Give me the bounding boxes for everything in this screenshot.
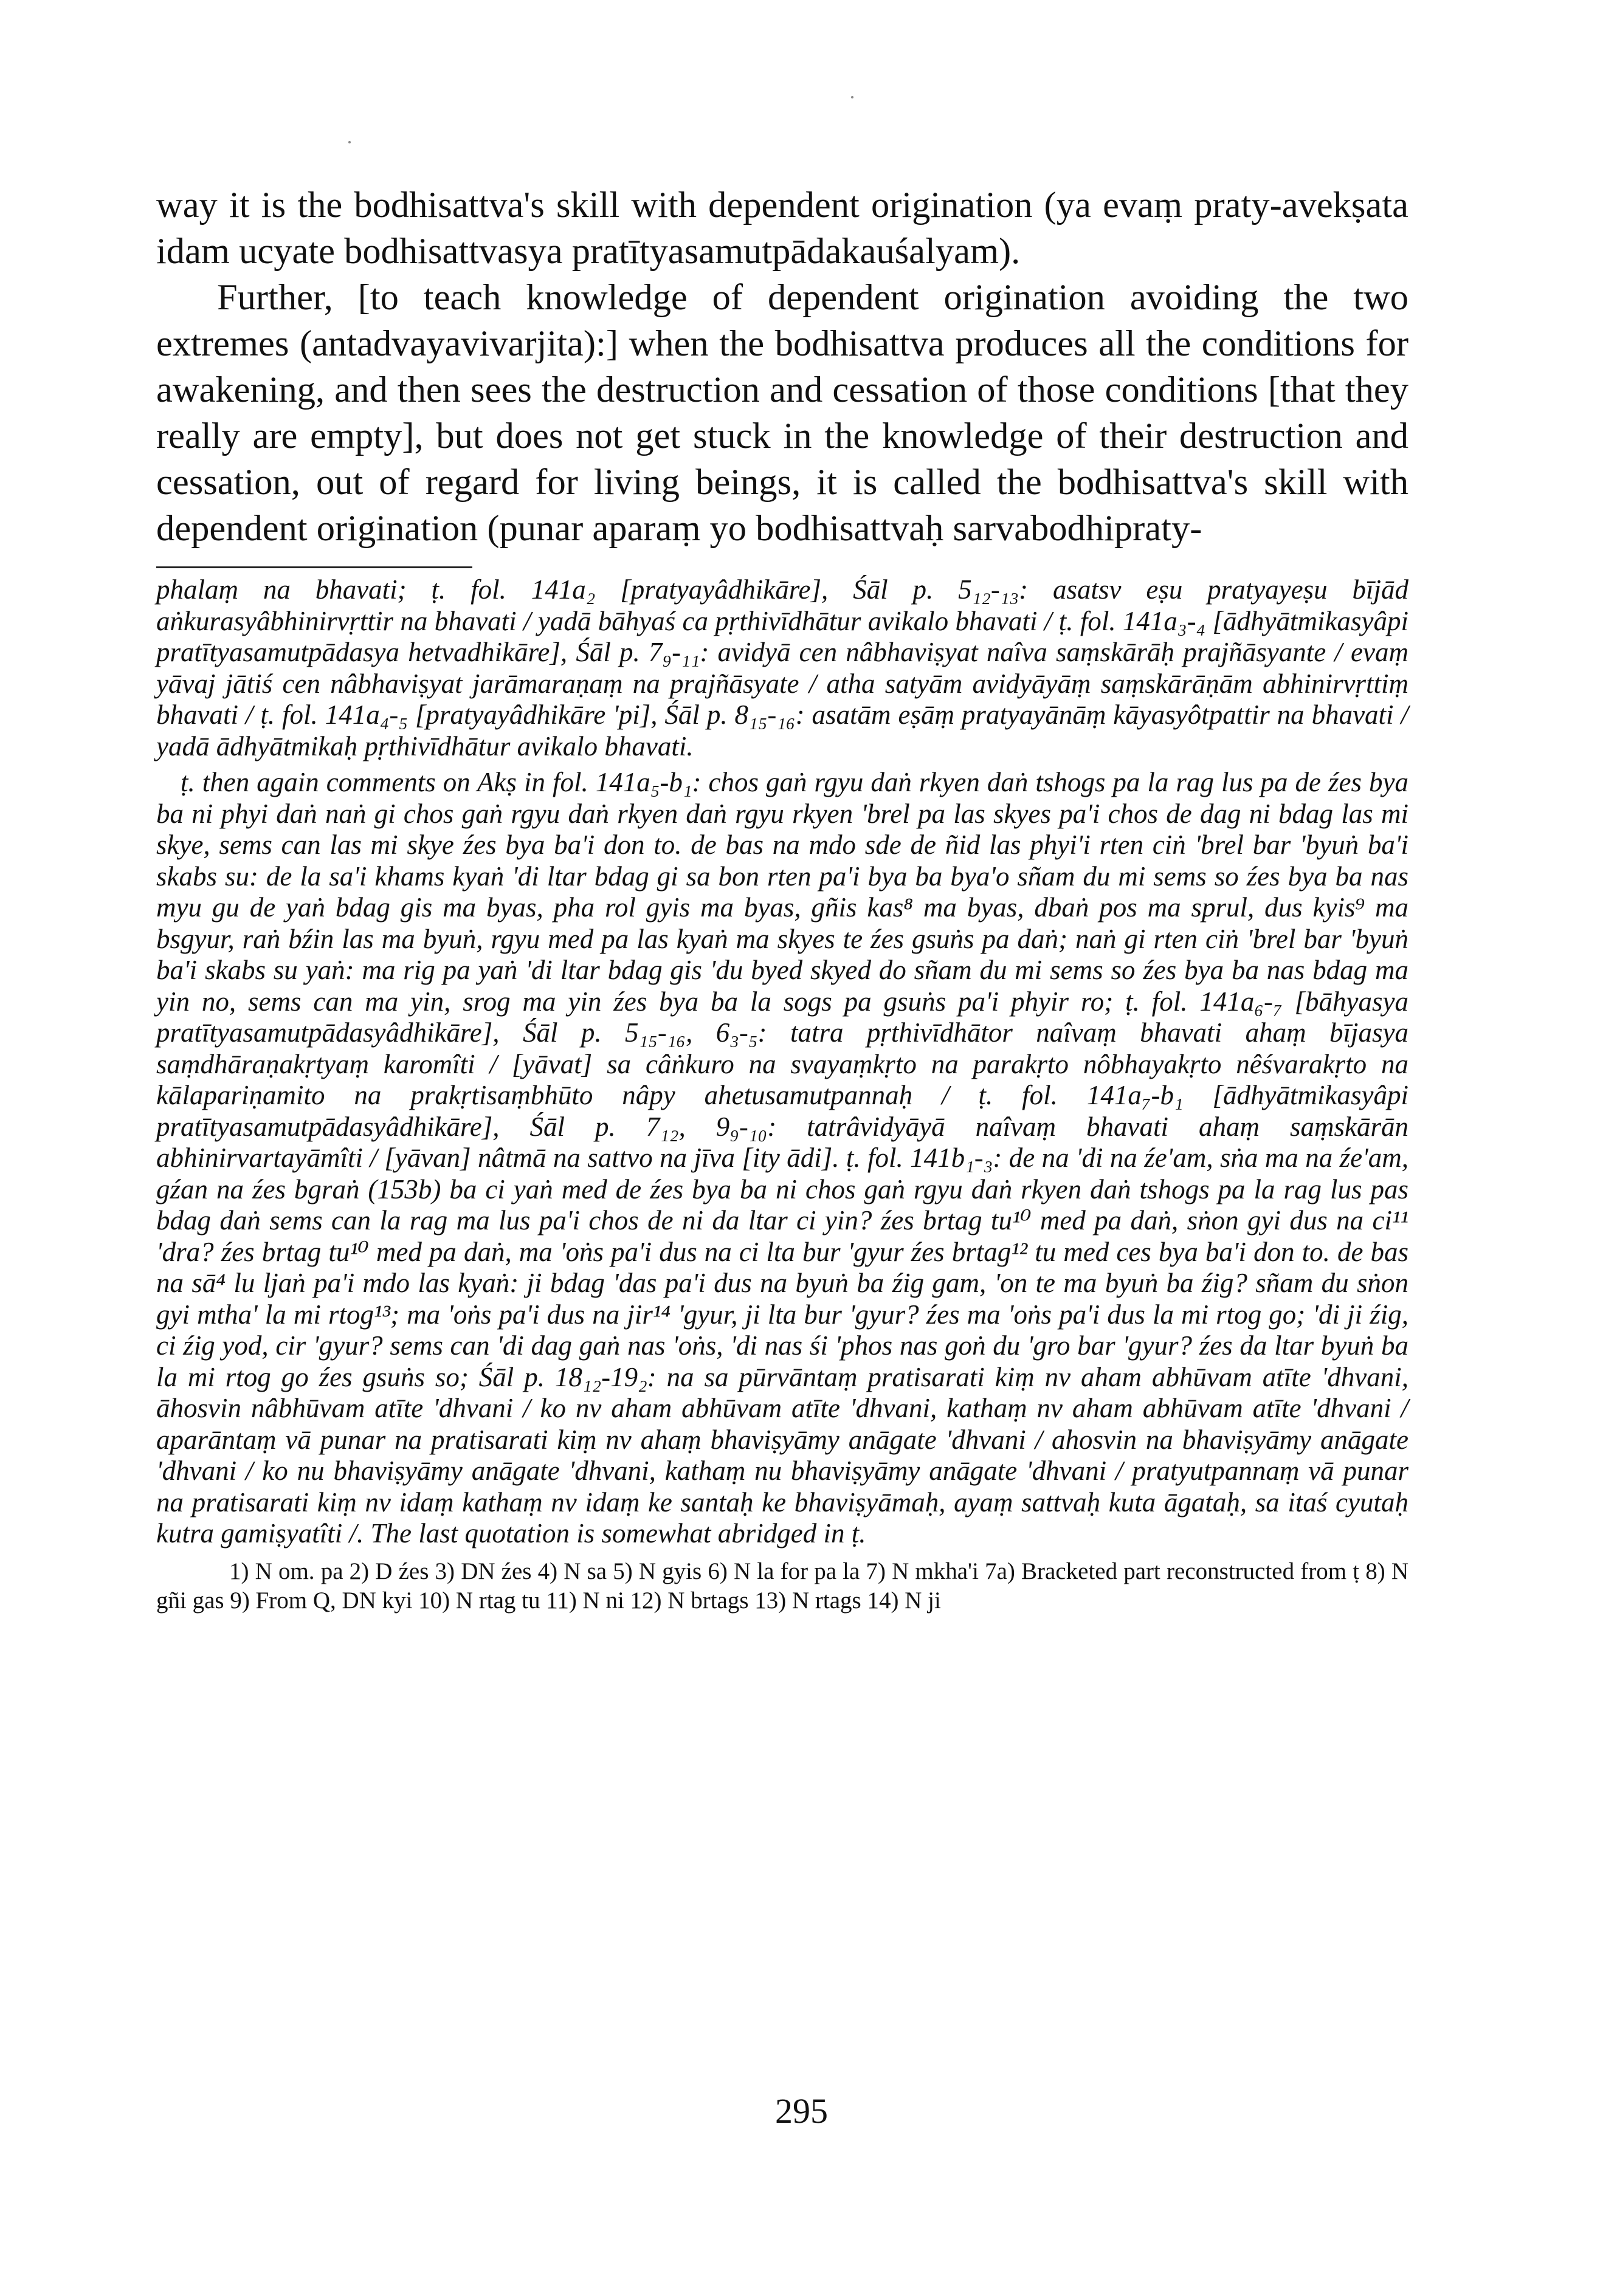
footnote-separator [156, 566, 472, 568]
scan-speck [348, 141, 351, 143]
note-paragraph-1: phalaṃ na bhavati; ṭ. fol. 141a₂ [pratyayâdhikāre], Śāl p. 5₁₂-₁₃: asatsv eṣu pratyayeṣu bījād aṅkurasyâbhinirvṛttir na bhavati / yadā bāhyaś ca pṛthivīdhātur avikalo bhavati / ṭ. fol. 141a₃-₄ [ādhyātmikasyâpi pratītyasamutpādasya hetvadhikāre], Śāl p. 7₉-₁₁: avidyā cen nâbhaviṣyat naîva saṃskārāḥ prajñāsyante / evaṃ yāvaj jātiś cen nâbhaviṣyat jarāmaraṇaṃ na prajñāsyate / atha satyām avidyāyāṃ saṃskārāṇām abhinirvṛttiṃ bhavati / ṭ. fol. 141a₄-₅ [pratyayâdhikāre 'pi], Śāl p. 8₁₅-₁₆: asatām eṣāṃ pratyayānāṃ kāyasyôtpattir na bhavati / yadā ādhyātmikaḥ pṛthivīdhātur avikalo bhavati. [156, 574, 1408, 761]
note-paragraph-2: ṭ. then again comments on Akṣ in fol. 141a₅-b₁: chos gaṅ rgyu daṅ rkyen daṅ tshogs pa la rag lus pa de źes bya ba ni phyi daṅ naṅ gi chos gaṅ rgyu daṅ rkyen daṅ rgyu rkyen 'brel pa las skyes pa'i chos de dag ni bdag las mi skye, sems can las mi skye źes bya ba'i don to. de bas na mdo sde de ñid las phyi'i rten ciṅ 'brel bar 'byuṅ ba'i skabs su: de la sa'i khams kyaṅ 'di ltar bdag gi sa bon rten pa'i bya ba bya'o sñam du mi sems so źes bya ba nas myu gu de yaṅ bdag gis ma byas, pha rol gyis ma byas, gñis kas⁸ ma byas, dbaṅ pos ma sprul, dus kyis⁹ ma bsgyur, raṅ bźin las ma byuṅ, rgyu med pa las kyaṅ ma skyes te źes gsuṅs pa daṅ; naṅ gi rten ciṅ 'brel bar 'byuṅ ba'i skabs su yaṅ: ma rig pa yaṅ 'di ltar bdag gis 'du byed skyed do sñam du mi sems so źes bya ba nas bdag ma yin no, sems can ma yin, srog ma yin źes bya ba la sogs pa gsuṅs pa'i phyir ro; ṭ. fol. 141a₆-₇ [bāhyasya pratītyasamutpādasyâdhikāre], Śāl p. 5₁₅-₁₆, 6₃-₅: tatra pṛthivīdhātor naîvaṃ bhavati ahaṃ bījasya saṃdhāraṇakṛtyaṃ karomîti / [yāvat] sa câṅkuro na svayaṃkṛto na parakṛto nôbhayakṛto nêśvarakṛto na kālapariṇamito na prakṛtisaṃbhūto nâpy ahetusamutpannaḥ / ṭ. fol. 141a₇-b₁ [ādhyātmikasyâpi pratītyasamutpādasyâdhikāre], Śāl p. 7₁₂, 9₉-₁₀: tatrâvidyāyā naîvaṃ bhavati ahaṃ saṃskārān abhinirvartayāmîti / [yāvan] nâtmā na sattvo na jīva [ity ādi]. ṭ. fol. 141b₁-₃: de na 'di na źe'am, sṅa ma na źe'am, gźan na źes bgraṅ (153b) ba ci yaṅ med de źes bya ba ni chos gaṅ rgyu daṅ rkyen daṅ tshogs pa la rag lus pas bdag daṅ sems can la rag ma lus pa'i chos de ni da ltar ci yin? źes brtag tu¹⁰ med pa daṅ, sṅon gyi dus na ci¹¹ 'dra? źes brtag tu¹⁰ med pa daṅ, ma 'oṅs pa'i dus na ci lta bur 'gyur źes brtag¹² tu med ces bya ba'i don to. de bas na sā⁴ lu ljaṅ pa'i mdo las kyaṅ: ji bdag 'das pa'i dus na byuṅ ba źig gam, 'on te ma byuṅ ba źig? sñam du sṅon gyi mtha' la mi rtog¹³; ma 'oṅs pa'i dus na jir¹⁴ 'gyur, ji lta bur 'gyur? źes ma 'oṅs pa'i dus la mi rtog go; 'di ji źig, ci źig yod, cir 'gyur? sems can 'di dag gaṅ nas 'oṅs, 'di nas śi 'phos nas goṅ du 'gro bar 'gyur? źes da ltar byuṅ ba la mi rtog go źes gsuṅs so; Śāl p. 18₁₂-19₂: na sa pūrvāntaṃ pratisarati kiṃ nv aham abhūvam atīte 'dhvani, āhosvin nâbhūvam atīte 'dhvani / ko nv aham abhūvam atīte 'dhvani, kathaṃ nv aham abhūvam atīte 'dhvani / aparāntaṃ vā punar na pratisarati kiṃ nv ahaṃ bhaviṣyāmy anāgate 'dhvani / ahosvin na bhaviṣyāmy anāgate 'dhvani / ko nu bhaviṣyāmy anāgate 'dhvani, kathaṃ nu bhaviṣyāmy anāgate 'dhvani / pratyutpannaṃ vā punar na pratisarati kiṃ nv idaṃ kathaṃ nv idaṃ ke santaḥ ke bhaviṣyāmaḥ, ayaṃ sattvaḥ kuta āgataḥ, sa itaś cyutaḥ kutra gamiṣyatîti /. The last quotation is somewhat abridged in ṭ. [156, 767, 1408, 1548]
scan-speck [851, 96, 853, 98]
page-body [156, 182, 1408, 1615]
body-paragraph-2: Further, [to teach knowledge of dependent origination avoiding the two extremes (antadvayavivarjita):] when the bodhisattva produces all the conditions for awakening, and then sees the destruction and cessation of those conditions [that they really are empty], but does not get stuck in the knowledge of their destruction and cessation, out of regard for living beings, it is called the bodhisattva's skill with dependent origination (punar aparaṃ yo bodhisattvaḥ sarvabodhipraty- [156, 277, 1408, 549]
textual-variants: 1) N om. pa 2) D źes 3) DN źes 4) N sa 5) N gyis 6) N la for pa la 7) N mkha'i 7a) Bracketed part reconstructed from ṭ 8) N gñi gas 9) From Q, DN kyi 10) N rtag tu 11) N ni 12) N brtags 13) N rtags 14) N ji [156, 1558, 1408, 1614]
page-number: 295 [775, 2091, 828, 2131]
body-paragraph-1: way it is the bodhisattva's skill with dependent origination (ya evaṃ praty-avekṣata idam ucyate bodhisattvasya pratītyasamutpādakauśalyam). [156, 185, 1408, 272]
